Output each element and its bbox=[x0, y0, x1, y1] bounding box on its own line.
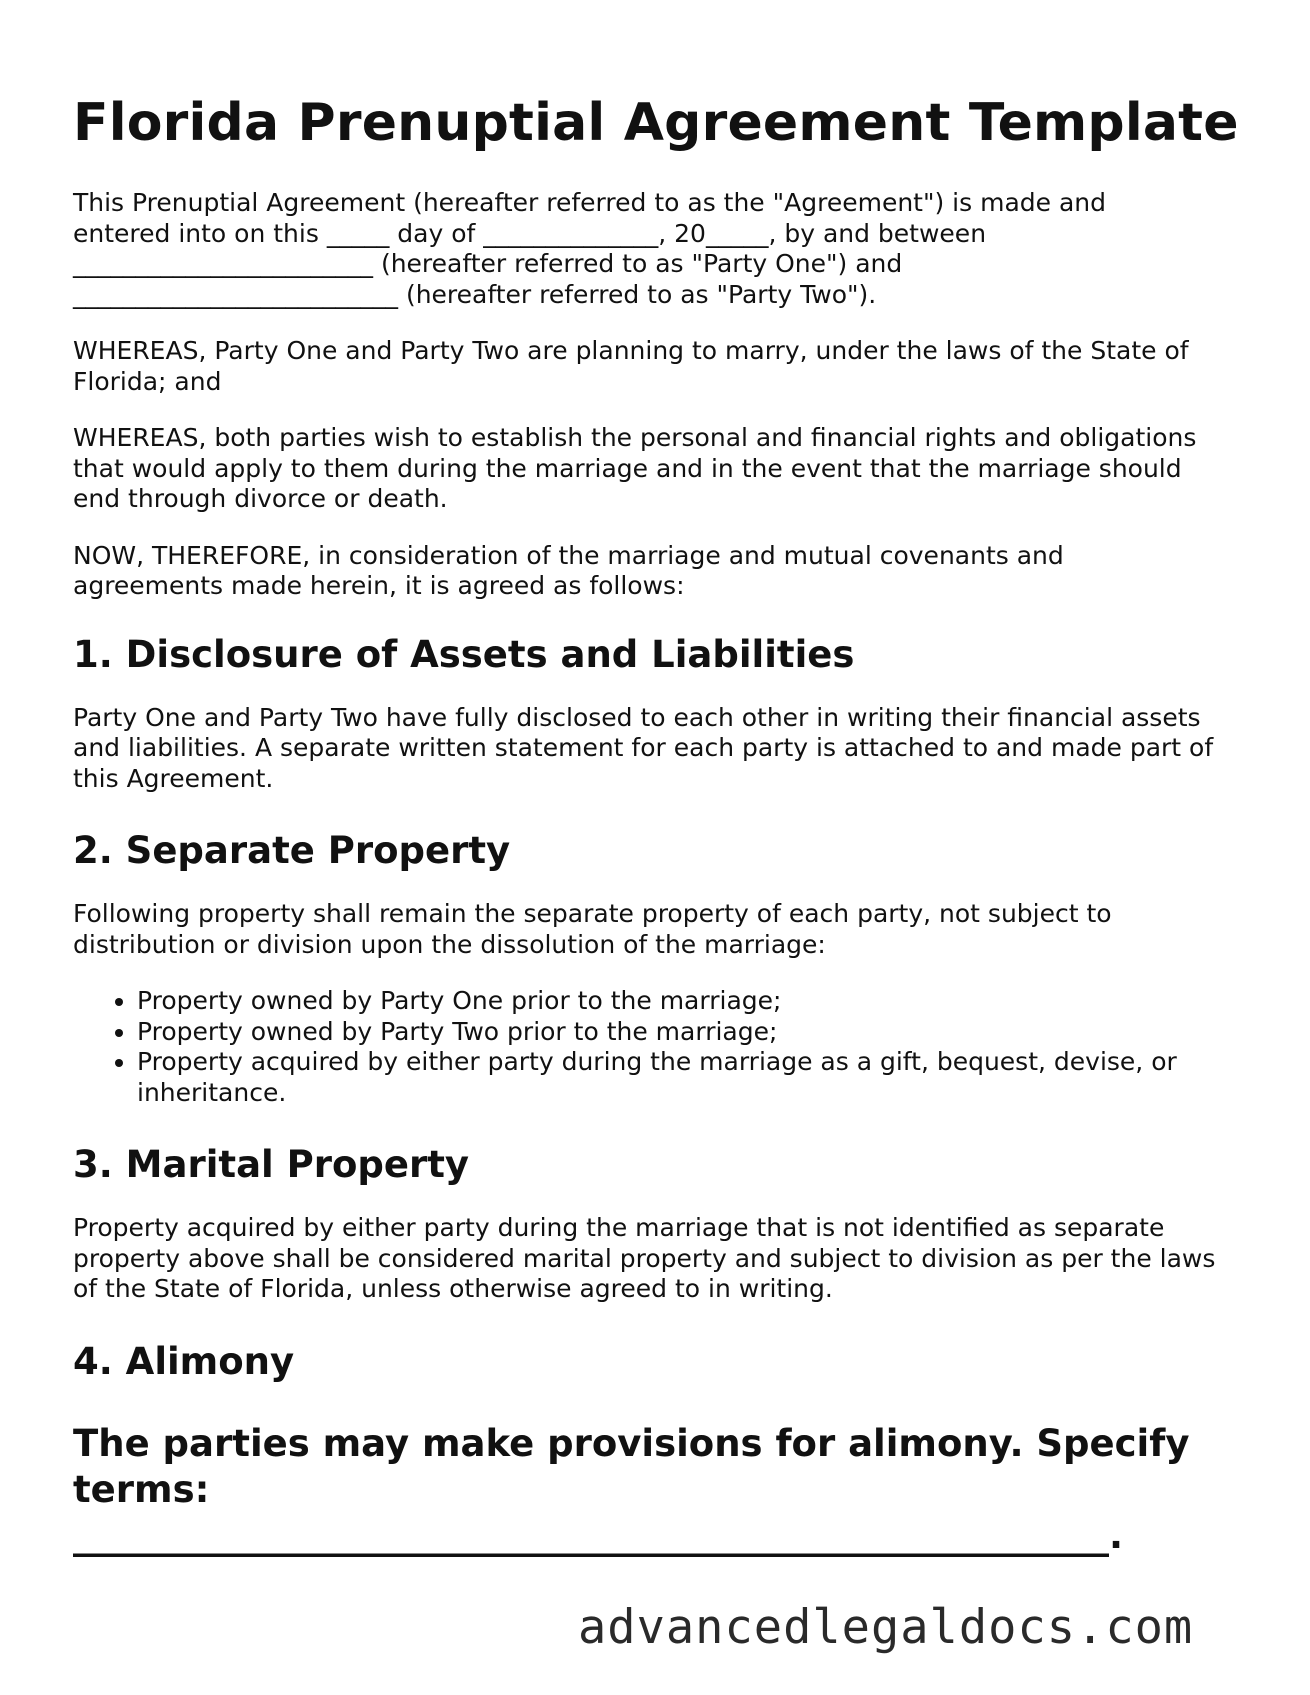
section-1-line-2: and liabilities. A separate written statement for each party is attached to and made part of bbox=[73, 733, 1214, 762]
section-2-line-1: Following property shall remain the separate property of each party, not subject to bbox=[73, 899, 1112, 928]
watermark-text: advancedlegaldocs.com bbox=[578, 1600, 1194, 1655]
whereas2-line-1: WHEREAS, both parties wish to establish the personal and financial rights and obligations bbox=[73, 423, 1197, 452]
therefore-paragraph bbox=[73, 541, 1253, 602]
list-item: • Property owned by Party One prior to the marriage; bbox=[137, 986, 1253, 1017]
section-3-paragraph bbox=[73, 1213, 1253, 1305]
alimony-terms-heading: The parties may make provisions for alimony. Specify terms: bbox=[73, 1421, 1190, 1511]
section-3-line-3: of the State of Florida, unless otherwise agreed to in writing. bbox=[73, 1274, 833, 1303]
therefore-line-2: agreements made herein, it is agreed as follows: bbox=[73, 571, 685, 600]
section-4-heading: 4. Alimony bbox=[73, 1339, 295, 1383]
intro-line-3: ________________________ (hereafter referred to as "Party One") and bbox=[73, 249, 903, 278]
whereas-paragraph-2 bbox=[73, 423, 1253, 515]
section-3-heading: 3. Marital Property bbox=[73, 1143, 470, 1186]
section-3-line-1: Property acquired by either party during the marriage that is not identified as separate bbox=[73, 1213, 1165, 1242]
section-2-line-2: distribution or division upon the dissolution of the marriage: bbox=[73, 929, 826, 959]
section-2-paragraph bbox=[73, 899, 1253, 960]
section-1-heading: 1. Disclosure of Assets and Liabilities bbox=[73, 632, 855, 676]
whereas-paragraph-1 bbox=[73, 336, 1253, 397]
whereas2-line-3: end through divorce or death. bbox=[73, 484, 448, 513]
section-1-line-3: this Agreement. bbox=[73, 763, 274, 793]
whereas1-line-1: WHEREAS, Party One and Party Two are planning to marry, under the laws of the State of bbox=[73, 336, 1189, 365]
alimony-terms-blank: ________________________________________________________. bbox=[73, 1513, 1124, 1557]
separate-property-list bbox=[73, 986, 1253, 1108]
document-title: Florida Prenuptial Agreement Template bbox=[73, 93, 1239, 153]
therefore-line-1: NOW, THEREFORE, in consideration of the marriage and mutual covenants and bbox=[73, 540, 1064, 570]
list-item: • Property owned by Party Two prior to the marriage; bbox=[137, 1017, 1253, 1048]
section-1-paragraph bbox=[73, 703, 1253, 795]
section-1-line-1: Party One and Party Two have fully disclosed to each other in writing their financial assets bbox=[73, 702, 1201, 732]
intro-line-2: entered into on this _____ day of ______________, 20_____, by and between bbox=[73, 218, 987, 248]
whereas2-line-2: that would apply to them during the marriage and in the event that the marriage should bbox=[73, 453, 1182, 483]
section-3-line-2: property above shall be considered marital property and subject to division as per the laws bbox=[73, 1243, 1216, 1273]
list-item: • Property acquired by either party during the marriage as a gift, bequest, devise, or inheritance. bbox=[137, 1047, 1253, 1108]
whereas1-line-2: Florida; and bbox=[73, 366, 222, 396]
document-page bbox=[73, 0, 1253, 1559]
section-2-heading: 2. Separate Property bbox=[73, 829, 511, 872]
intro-line-4: __________________________ (hereafter referred to as "Party Two"). bbox=[73, 279, 877, 309]
intro-line-1: This Prenuptial Agreement (hereafter referred to as the "Agreement") is made and bbox=[73, 188, 1106, 217]
intro-paragraph bbox=[73, 188, 1253, 310]
